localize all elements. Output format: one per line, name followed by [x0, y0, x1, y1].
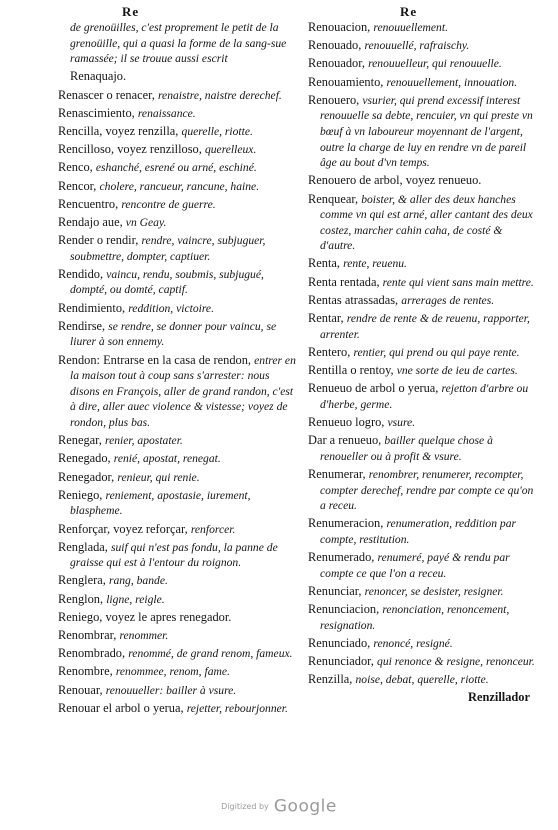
entry-definition: rendre de rente & de reuenu, rapporter, arrenter.	[320, 312, 530, 341]
entry-headword: Renumerado,	[308, 550, 375, 565]
entry-definition: rang, bande.	[108, 574, 168, 588]
entry-headword: Renouacion,	[308, 20, 371, 34]
entry-headword: Renouamiento,	[308, 74, 384, 89]
dictionary-entry	[308, 672, 536, 688]
entry-headword: Renascimiento,	[58, 105, 135, 120]
entry-headword: Renegador,	[58, 469, 115, 484]
entry-headword: Renunciar,	[308, 583, 362, 598]
dictionary-entry	[308, 602, 536, 633]
dictionary-entry	[58, 124, 296, 140]
entry-definition: renoncer, se desister, resigner.	[364, 584, 504, 598]
entry-definition: renumeré, payé & rendu par compte ce que l'on a receu.	[320, 551, 510, 580]
entry-definition: renforcer.	[190, 522, 236, 536]
entry-definition: renumeration, reddition par compte, restitution.	[320, 517, 517, 546]
dictionary-entry	[58, 451, 296, 467]
dictionary-entry	[58, 701, 296, 717]
right-column	[308, 4, 536, 705]
entry-headword: Renunciador,	[308, 654, 374, 669]
dictionary-entry	[308, 256, 536, 272]
entry-headword: Renta,	[308, 256, 340, 271]
dictionary-entry	[58, 20, 296, 67]
dictionary-entry	[308, 293, 536, 309]
dictionary-entry	[58, 664, 296, 680]
dictionary-entry	[308, 550, 536, 581]
dictionary-entry	[58, 628, 296, 644]
entry-definition: arrerages de rentes.	[401, 293, 495, 307]
entry-definition: vsure.	[387, 415, 416, 429]
entry-definition: rentier, qui prend ou qui paye rente.	[353, 345, 520, 359]
dictionary-entry	[308, 275, 536, 291]
running-head-left: Re	[122, 4, 140, 19]
entry-definition: rencontre de guerre.	[121, 197, 216, 211]
dictionary-entry	[308, 20, 536, 36]
dictionary-entry	[58, 233, 296, 264]
entry-definition: renouuellement, innouation.	[386, 75, 518, 89]
dictionary-entry	[308, 93, 536, 171]
dictionary-entry	[308, 636, 536, 652]
right-entries	[308, 20, 536, 688]
dictionary-entry	[308, 56, 536, 72]
entry-definition: reddition, victoire.	[128, 301, 214, 315]
dictionary-entry	[58, 488, 296, 519]
dictionary-entry	[308, 433, 536, 464]
entry-definition: renouuellé, rafraischy.	[364, 39, 470, 53]
dictionary-entry	[58, 683, 296, 699]
dictionary-entry	[308, 192, 536, 254]
entry-headword: Rencuentro,	[58, 196, 119, 211]
entry-headword: Rencilloso, voyez renzilloso,	[58, 142, 202, 157]
dictionary-entry	[58, 197, 296, 213]
entry-headword: Rentero,	[308, 344, 351, 359]
entry-definition: se rendre, se donner pour vaincu, se liurer à son ennemy.	[70, 319, 277, 349]
entry-headword: Renumeracion,	[308, 516, 384, 531]
digitized-by-label: Digitized by	[221, 801, 269, 811]
entry-headword: Renglada,	[58, 539, 108, 554]
entry-definition: renaissance.	[137, 106, 196, 120]
entry-headword: Render o rendir,	[58, 233, 139, 248]
entry-headword: Renunciado,	[308, 635, 371, 650]
entry-headword: Rencor,	[58, 178, 97, 193]
entry-headword: Renueuo de arbol o yerua,	[308, 381, 439, 396]
entry-headword: Renta rentada,	[308, 274, 380, 289]
entry-definition: rendre, vaincre, subjuguer, soubmettre, dompter, captiuer.	[70, 234, 266, 263]
entry-definition: vn Geay.	[125, 215, 167, 229]
entry-headword: Renquear,	[308, 191, 359, 206]
entry-definition: suif qui n'est pas fondu, la panne de graisse qui est à l'entour du roignon.	[70, 540, 278, 570]
entry-headword: Rentas atrassadas,	[308, 292, 399, 307]
dictionary-entry	[58, 142, 296, 158]
entry-headword: Renueuo logro,	[308, 414, 385, 429]
entry-definition: renaistre, naistre derechef.	[157, 88, 282, 102]
dictionary-entry	[58, 319, 296, 350]
entry-definition: reniement, apostasie, iurement, blaspheme.	[70, 488, 251, 518]
entry-headword: Renaquajo.	[70, 69, 127, 84]
entry-definition: renombrer, renumerer, recompter, compter derechef, rendre par compte ce qu'on a receu.	[320, 467, 534, 513]
entry-headword: Renombrado,	[58, 646, 126, 661]
entry-definition: bailler quelque chose à renoueller ou à profit & vsure.	[320, 434, 493, 463]
dictionary-entry	[58, 646, 296, 662]
entry-headword: Renforçar, voyez reforçar,	[58, 521, 188, 536]
entry-definition: vne sorte de ieu de cartes.	[396, 364, 518, 377]
dictionary-entry	[308, 311, 536, 342]
entry-definition: querelle, riotte.	[181, 124, 253, 138]
dictionary-entry	[58, 540, 296, 571]
dictionary-entry	[58, 69, 296, 85]
google-logo-text: Google	[273, 796, 337, 816]
entry-headword: Renouador,	[308, 56, 365, 71]
dictionary-entry	[58, 106, 296, 122]
entry-headword: Renglera,	[58, 573, 106, 588]
dictionary-entry	[58, 179, 296, 195]
dictionary-entry	[308, 75, 536, 91]
entry-definition: renonciation, renoncement, resignation.	[320, 603, 510, 632]
dictionary-entry	[308, 584, 536, 600]
dictionary-entry	[58, 353, 296, 431]
entry-headword: Renouado,	[308, 38, 362, 53]
entry-headword: Renouar el arbol o yerua,	[58, 700, 184, 715]
entry-headword: Renunciacion,	[308, 602, 380, 617]
entry-headword: Renouero de arbol, voyez renueuo.	[308, 173, 482, 188]
entry-definition: ligne, reigle.	[106, 592, 165, 606]
entry-definition: rejetton d'arbre ou d'herbe, germe.	[320, 382, 529, 411]
dictionary-entry	[308, 38, 536, 54]
entry-definition: eshanché, esrené ou arné, eschiné.	[95, 161, 257, 175]
entry-definition: renieur, qui renie.	[117, 470, 200, 484]
entry-headword: Rentilla o rentoy,	[308, 363, 394, 377]
dictionary-entry	[308, 173, 536, 189]
dictionary-entry	[308, 381, 536, 412]
entry-definition: renommé, de grand renom, fameux.	[128, 647, 293, 661]
entry-headword: Rendon: Entrarse en la casa de rendon,	[58, 352, 252, 367]
entry-definition: renommee, renom, fame.	[115, 665, 230, 679]
entry-headword: Dar a renueuo,	[308, 433, 382, 448]
entry-definition: renouueller: bailler à vsure.	[105, 683, 237, 697]
entry-definition: renoncé, resigné.	[373, 636, 453, 650]
dictionary-entry	[58, 88, 296, 104]
entry-definition: cholere, rancueur, rancune, haine.	[99, 179, 260, 193]
entry-headword: Reniego, voyez le apres renegador.	[58, 609, 232, 624]
entry-headword: Rencilla, voyez renzilla,	[58, 123, 179, 138]
dictionary-entry	[58, 470, 296, 486]
dictionary-entry	[308, 345, 536, 361]
dictionary-entry	[58, 267, 296, 298]
dictionary-entry	[308, 654, 536, 670]
digitization-watermark	[0, 796, 558, 817]
dictionary-entry	[308, 415, 536, 431]
entry-headword: Renombre,	[58, 664, 113, 679]
entry-headword: Renglon,	[58, 591, 104, 606]
dictionary-entry	[58, 301, 296, 317]
entry-headword: Renumerar,	[308, 466, 366, 481]
entry-definition: qui renonce & resigne, renonceur.	[377, 655, 535, 669]
dictionary-entry	[308, 467, 536, 514]
entry-definition: querelleux.	[204, 143, 257, 157]
entry-headword: Renascer o renacer,	[58, 87, 155, 102]
entry-definition: rejetter, rebourjonner.	[186, 701, 288, 715]
entry-definition: renié, apostat, renegat.	[113, 452, 221, 466]
entry-headword: Renzilla,	[308, 672, 353, 687]
entry-definition: renouuellement.	[373, 21, 448, 34]
entry-headword: Rentar,	[308, 311, 344, 326]
entry-headword: Renouar,	[58, 682, 103, 697]
left-entries	[58, 20, 296, 716]
dictionary-entry	[58, 573, 296, 589]
entry-definition: renier, apostater.	[105, 434, 183, 448]
entry-headword: Renouero,	[308, 92, 360, 107]
entry-definition: boister, & aller des deux hanches comme vn qui est arné, aller cantant des deux costez, marcher cahin caha, de costé & d'autre.	[320, 192, 533, 253]
entry-headword: Rendido,	[58, 266, 104, 281]
entry-headword: Rendimiento,	[58, 300, 126, 315]
entry-definition: vsurier, qui prend excessif interest renouuelle sa debte, rencuier, vn qui preste vn bœuf à vn laboureur moyennant de l'argent, outre la charge de luy en rendre vn de pareil âge au bout d'vn temps.	[320, 93, 533, 170]
entry-definition: renouuelleur, qui renouuelle.	[368, 57, 502, 71]
left-column	[58, 4, 296, 719]
entry-definition: rente qui vient sans main mettre.	[382, 275, 534, 289]
entry-definition: entrer en la maison tout à coup sans s'arrester: nous disons en François, aller de grand randon, c'est à dire, aller auec violence & vistesse; voyez de rondon, plus bas.	[70, 353, 296, 429]
entry-definition: de grenoüilles, c'est proprement le petit de la grenoüille, qui a quasi la forme de la sang-sue ramassée; il se trouue aussi escrit	[70, 21, 287, 66]
entry-definition: noise, debat, querelle, riotte.	[355, 673, 489, 687]
entry-headword: Reniego,	[58, 487, 103, 502]
entry-headword: Rendajo aue,	[58, 214, 123, 229]
dictionary-entry	[58, 592, 296, 608]
entry-definition: renommer.	[119, 629, 169, 643]
catchword: Renzillador	[468, 690, 530, 705]
entry-definition: rente, reuenu.	[343, 257, 407, 271]
dictionary-entry	[58, 160, 296, 176]
dictionary-entry	[58, 610, 296, 626]
dictionary-entry	[308, 363, 536, 379]
dictionary-entry	[58, 215, 296, 231]
entry-definition: vaincu, rendu, soubmis, subjugué, dompté, ou domté, captif.	[70, 267, 264, 297]
entry-headword: Renombrar,	[58, 628, 117, 643]
running-head-right: Re	[400, 4, 418, 19]
entry-headword: Renegado,	[58, 451, 111, 466]
entry-headword: Renegar,	[58, 433, 102, 448]
entry-headword: Renco,	[58, 160, 93, 175]
dictionary-entry	[58, 522, 296, 538]
entry-headword: Rendirse,	[58, 318, 106, 333]
dictionary-entry	[308, 516, 536, 547]
dictionary-entry	[58, 433, 296, 449]
